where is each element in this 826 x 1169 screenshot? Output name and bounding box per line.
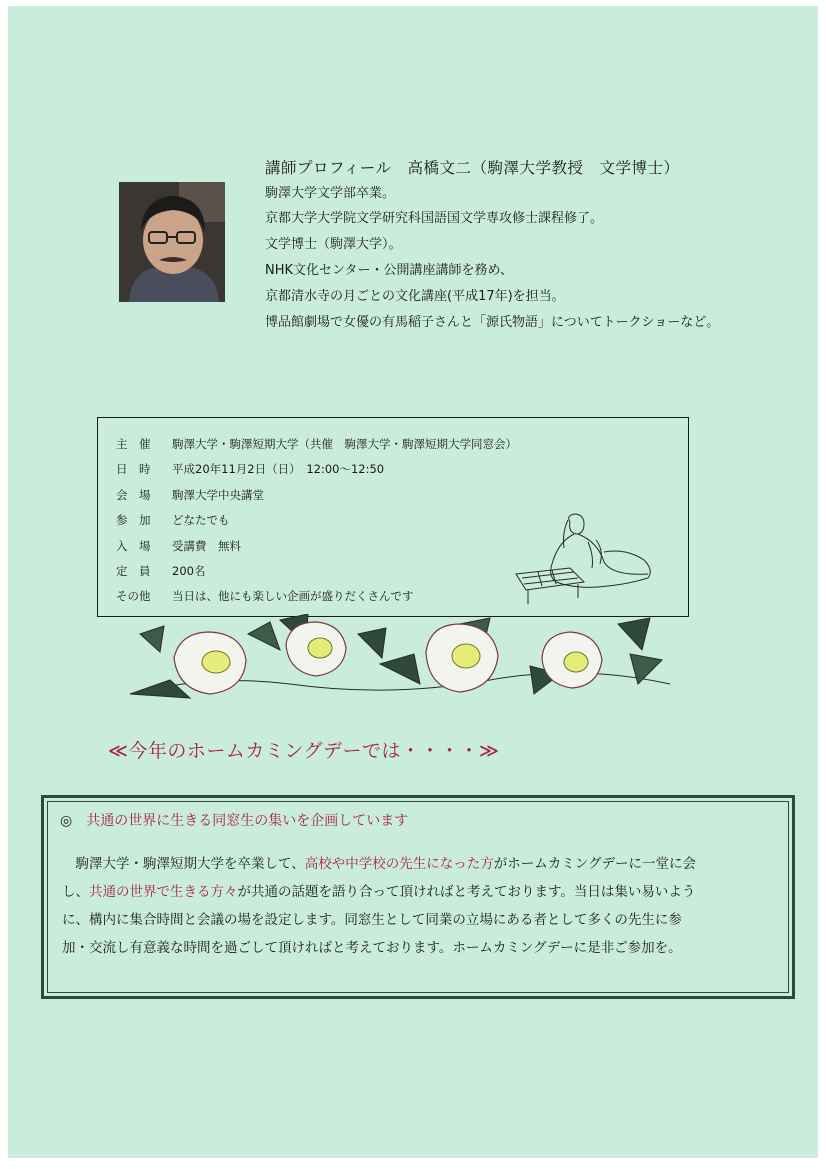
profile-line: 文学博士（駒澤大学）。 — [265, 237, 402, 252]
info-value: 平成20年11月2日（日） 12:00〜12:50 — [172, 462, 385, 476]
camellia-border-illustration — [130, 614, 670, 704]
paragraph-text: 駒澤大学・駒澤短期大学を卒業して、 — [62, 856, 305, 872]
paragraph-line: 加・交流し有意義な時間を過ごして頂ければと考えております。ホームカミングデーに是非ご参加を。 — [62, 940, 682, 956]
info-value: 駒澤大学・駒澤短期大学（共催 駒澤大学・駒澤短期大学同窓会） — [172, 437, 517, 451]
profile-line: 京都大学大学院文学研究科国語国文学専攻修士課程修了。 — [265, 211, 604, 226]
highlighted-text: 共通の世界で生きる方々 — [89, 884, 238, 900]
info-value: どなたでも — [172, 513, 230, 527]
section-title — [60, 810, 408, 830]
info-label: 会 場 — [116, 488, 151, 502]
info-label: 参 加 — [116, 513, 151, 527]
info-row-other — [116, 588, 414, 604]
double-circle-icon: ◎ — [60, 813, 73, 829]
profile-title: 講師プロフィール 高橋文二（駒澤大学教授 文学博士） — [265, 159, 680, 177]
paragraph-line — [62, 852, 696, 872]
profile-line: NHK文化センター・公開講座講師を務め、 — [265, 263, 513, 278]
paragraph-line: に、構内に集合時間と会議の場を設定します。同窓生として同業の立場にある者として多くの先生に参 — [62, 912, 682, 928]
info-row-venue — [116, 487, 264, 503]
info-label: 主 催 — [116, 437, 151, 451]
homecoming-heading: ≪今年のホームカミングデーでは・・・・≫ — [108, 740, 500, 762]
info-row-organizer — [116, 436, 517, 452]
info-label: 日 時 — [116, 462, 151, 476]
info-value: 受講費 無料 — [172, 539, 241, 553]
info-row-capacity — [116, 563, 205, 579]
reading-figure-illustration — [508, 512, 658, 612]
profile-line: 駒澤大学文学部卒業。 — [265, 186, 396, 201]
homecoming-info-inner-frame — [47, 801, 789, 993]
info-label: 定 員 — [116, 564, 151, 578]
info-row-admission — [116, 538, 241, 554]
profile-line: 博品館劇場で女優の有馬稲子さんと「源氏物語」についてトークショーなど。 — [265, 315, 720, 330]
homecoming-info-box — [41, 795, 795, 999]
highlighted-text: 高校や中学校の先生になった方 — [304, 856, 494, 872]
section-title-text: 共通の世界に生きる同窓生の集いを企画しています — [86, 813, 409, 829]
paragraph-text: し、 — [62, 884, 89, 900]
info-value: 駒澤大学中央講堂 — [172, 488, 264, 502]
info-label: 入 場 — [116, 539, 151, 553]
paragraph-text: がホームカミングデーに一堂に会 — [493, 856, 696, 872]
info-row-datetime — [116, 461, 384, 477]
info-value: 当日は、他にも楽しい企画が盛りだくさんです — [172, 589, 414, 603]
paragraph-text: が共通の話題を語り合って頂ければと考えております。当日は集い易いよう — [237, 884, 696, 900]
lecturer-photo — [119, 182, 225, 302]
info-row-participation — [116, 512, 230, 528]
paragraph-line — [62, 880, 695, 900]
profile-line: 京都清水寺の月ごとの文化講座(平成17年)を担当。 — [265, 289, 565, 304]
info-value: 200名 — [172, 564, 206, 578]
info-label: その他 — [116, 589, 151, 603]
